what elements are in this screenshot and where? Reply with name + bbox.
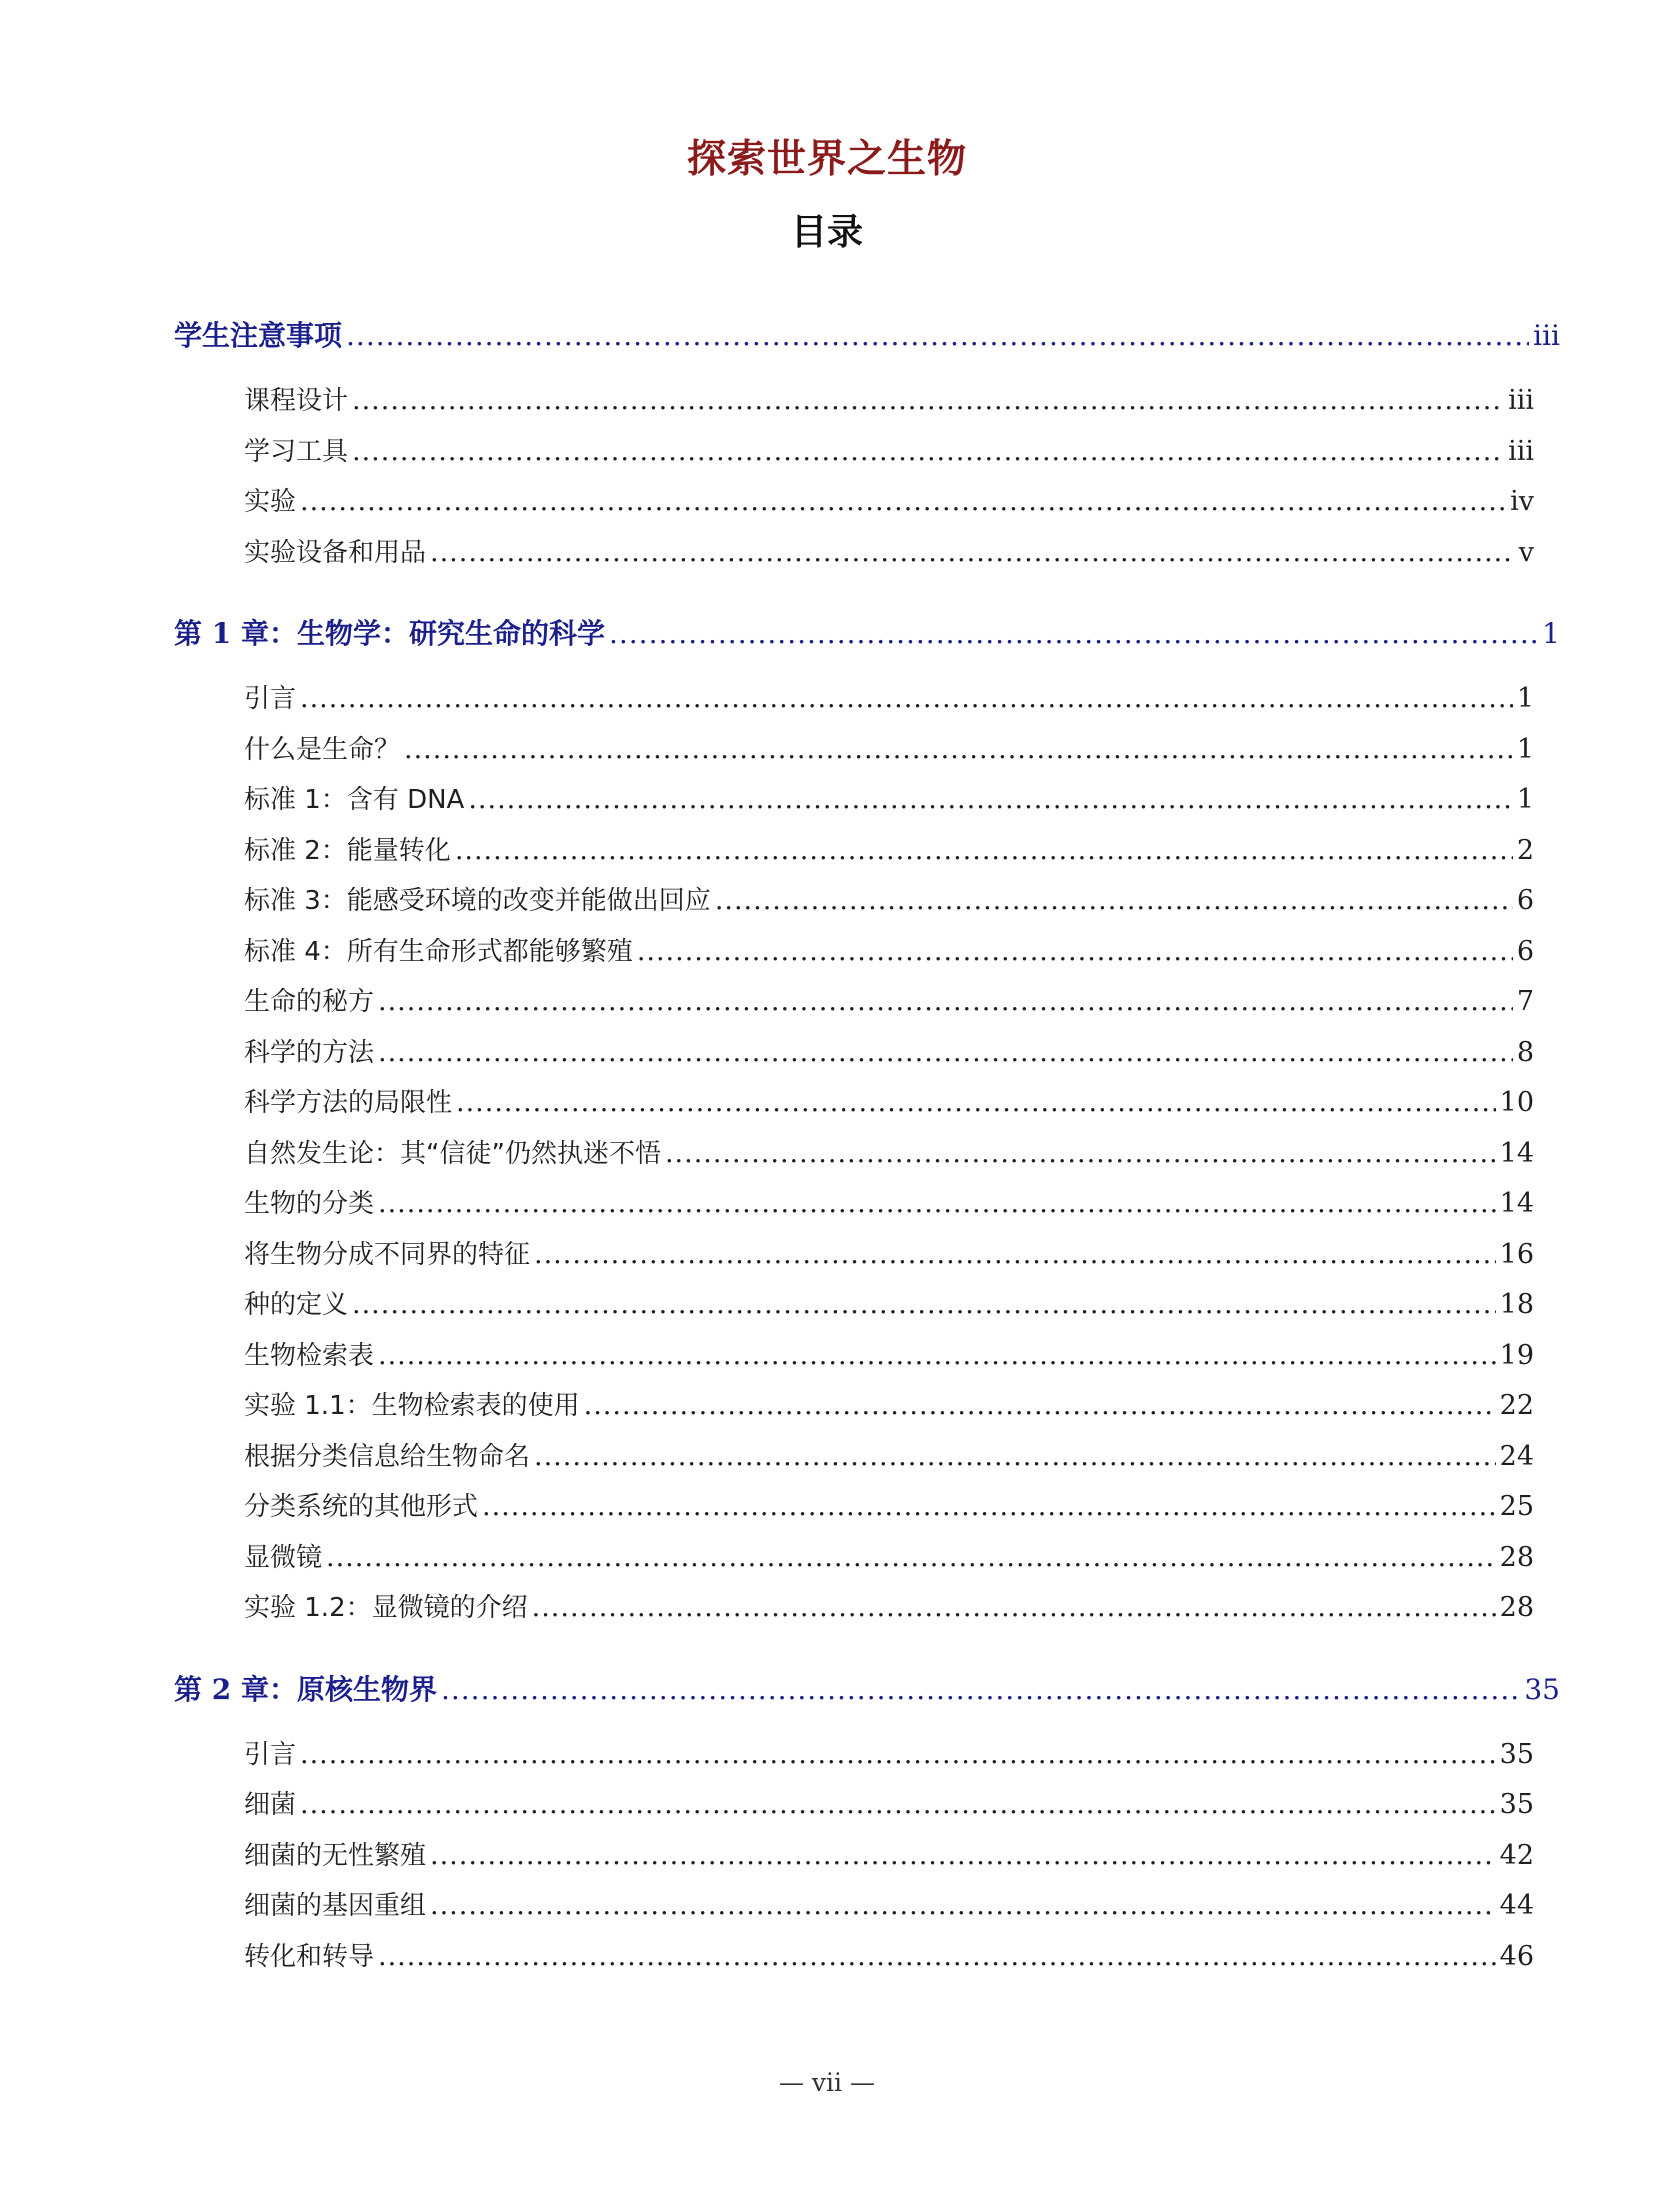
toc-entry-page: 35 — [1499, 1738, 1534, 1770]
leader-dots — [665, 1138, 1496, 1169]
toc-entry[interactable] — [244, 779, 1534, 830]
toc-entry-label: 科学方法的局限性 — [244, 1088, 453, 1118]
toc-entry-label: 生命的秘方 — [244, 987, 375, 1017]
toc-entry-page: 1 — [1516, 683, 1534, 714]
toc-chapter-entry[interactable] — [174, 612, 1560, 668]
toc-entry-page: 10 — [1499, 1087, 1534, 1118]
leader-dots — [534, 1239, 1496, 1270]
leader-dots — [404, 734, 1513, 765]
toc-entry-page: 16 — [1499, 1238, 1534, 1270]
toc-entry-page: 24 — [1499, 1440, 1534, 1472]
toc-entry-page: 25 — [1499, 1491, 1534, 1522]
toc-entry-page: 46 — [1499, 1940, 1534, 1972]
toc-entry-page: 28 — [1499, 1541, 1534, 1573]
toc-entry[interactable] — [244, 678, 1534, 729]
toc-section — [0, 314, 1654, 582]
toc-entry-label: 细菌的无性繁殖 — [244, 1840, 427, 1871]
toc-entry-page: iii — [1508, 385, 1534, 416]
leader-dots — [609, 617, 1538, 650]
leader-dots — [534, 1441, 1496, 1472]
leader-dots — [300, 683, 1513, 714]
leader-dots — [300, 1739, 1496, 1770]
toc-entry[interactable] — [244, 1436, 1534, 1487]
toc-entry-label: 什么是生命？ — [244, 734, 401, 765]
leader-dots — [352, 436, 1504, 467]
leader-dots — [346, 319, 1529, 352]
toc-entry[interactable] — [244, 1183, 1534, 1234]
table-of-contents — [0, 314, 1654, 2016]
toc-section — [0, 1668, 1654, 1987]
toc-entry-label: 标准 1：含有 DNA — [244, 785, 465, 815]
toc-entry[interactable] — [244, 1385, 1534, 1436]
toc-entry-page: 19 — [1499, 1339, 1534, 1371]
toc-entry[interactable] — [244, 532, 1534, 583]
leader-dots — [468, 784, 1512, 815]
toc-entry-label: 自然发生论：其“信徒”仍然执迷不悟 — [244, 1138, 661, 1169]
leader-dots — [378, 1188, 1496, 1219]
toc-entry-page: 1 — [1516, 784, 1534, 815]
toc-entry[interactable] — [244, 1032, 1534, 1083]
toc-entry[interactable] — [244, 1835, 1534, 1886]
toc-entry-page: 14 — [1499, 1188, 1534, 1219]
toc-entry-label: 学习工具 — [244, 436, 349, 467]
leader-dots — [456, 1087, 1496, 1118]
toc-entry-label: 标准 3：能感受环境的改变并能做出回应 — [244, 886, 711, 916]
toc-chapter-page: iii — [1533, 319, 1560, 352]
toc-entry[interactable] — [244, 1335, 1534, 1386]
toc-heading: 目录 — [790, 211, 863, 253]
leader-dots — [430, 1840, 1496, 1871]
toc-entry-label: 根据分类信息给生物命名 — [244, 1441, 531, 1472]
toc-entry-label: 分类系统的其他形式 — [244, 1492, 479, 1522]
toc-entry-label: 转化和转导 — [244, 1941, 375, 1972]
toc-entry[interactable] — [244, 481, 1534, 532]
toc-entry[interactable] — [244, 1885, 1534, 1936]
toc-entry[interactable] — [244, 431, 1534, 482]
toc-entry-page: 35 — [1499, 1789, 1534, 1820]
toc-entry-label: 实验设备和用品 — [244, 537, 427, 568]
leader-dots — [300, 486, 1506, 517]
toc-entry-page: 14 — [1499, 1137, 1534, 1169]
toc-entry-label: 科学的方法 — [244, 1037, 375, 1068]
toc-chapter-page: 1 — [1542, 617, 1560, 650]
toc-entry-page: 18 — [1499, 1289, 1534, 1320]
toc-entry-page: v — [1518, 536, 1534, 568]
toc-entry-page: 42 — [1499, 1839, 1534, 1871]
toc-entry-page: iii — [1508, 435, 1534, 467]
leader-dots — [455, 835, 1513, 866]
leader-dots — [352, 385, 1504, 416]
toc-entry-page: 7 — [1516, 986, 1534, 1017]
leader-dots — [378, 1037, 1513, 1068]
leader-dots — [300, 1789, 1496, 1820]
leader-dots — [378, 986, 1513, 1017]
toc-entry-page: 44 — [1499, 1890, 1534, 1921]
toc-entry-label: 细菌 — [244, 1790, 297, 1820]
page-number-footer: — vii — — [778, 2068, 875, 2097]
toc-entry-page: 22 — [1499, 1390, 1534, 1421]
leader-dots — [482, 1491, 1496, 1522]
leader-dots — [378, 1941, 1496, 1972]
toc-entry-label: 引言 — [244, 1739, 297, 1770]
toc-entry[interactable] — [244, 1537, 1534, 1588]
toc-entry-page: 6 — [1516, 885, 1534, 916]
toc-entry[interactable] — [244, 1284, 1534, 1335]
toc-entry[interactable] — [244, 981, 1534, 1032]
toc-subsection-list — [0, 380, 1654, 582]
toc-section — [0, 612, 1654, 1638]
toc-entry-page: 28 — [1499, 1592, 1534, 1623]
toc-entry[interactable] — [244, 1587, 1534, 1638]
toc-subsection-list — [0, 678, 1654, 1638]
toc-entry-page: iv — [1510, 486, 1534, 517]
toc-entry[interactable] — [244, 1784, 1534, 1835]
leader-dots — [378, 1340, 1496, 1371]
leader-dots — [584, 1390, 1496, 1421]
leader-dots — [430, 1890, 1496, 1921]
toc-entry[interactable] — [244, 1486, 1534, 1537]
toc-entry-page: 2 — [1516, 834, 1534, 866]
toc-chapter-label: 第 1 章：生物学：研究生命的科学 — [174, 617, 605, 650]
toc-entry-label: 生物检索表 — [244, 1340, 375, 1371]
toc-entry-label: 显微镜 — [244, 1542, 323, 1573]
toc-entry-label: 细菌的基因重组 — [244, 1891, 427, 1921]
toc-entry[interactable] — [244, 880, 1534, 931]
toc-chapter-label: 学生注意事项 — [174, 319, 343, 352]
toc-entry[interactable] — [244, 1234, 1534, 1285]
leader-dots — [637, 936, 1513, 967]
toc-entry-page: 8 — [1516, 1036, 1534, 1068]
toc-entry[interactable] — [244, 1936, 1534, 1987]
toc-entry[interactable] — [244, 1734, 1534, 1785]
toc-entry[interactable] — [244, 380, 1534, 431]
leader-dots — [441, 1673, 1520, 1706]
toc-entry-page: 6 — [1516, 935, 1534, 967]
book-title: 探索世界之生物 — [686, 136, 967, 182]
leader-dots — [532, 1592, 1496, 1623]
toc-entry-label: 实验 1.1：生物检索表的使用 — [244, 1391, 580, 1421]
toc-entry-label: 实验 1.2：显微镜的介绍 — [244, 1593, 528, 1623]
toc-subsection-list — [0, 1734, 1654, 1987]
toc-chapter-entry[interactable] — [174, 314, 1560, 370]
leader-dots — [326, 1542, 1496, 1573]
toc-entry-label: 生物的分类 — [244, 1189, 375, 1219]
toc-entry-label: 标准 4：所有生命形式都能够繁殖 — [244, 936, 633, 967]
toc-chapter-page: 35 — [1524, 1672, 1560, 1706]
leader-dots — [430, 537, 1515, 568]
toc-entry-label: 课程设计 — [244, 386, 349, 416]
toc-entry[interactable] — [244, 931, 1534, 982]
toc-entry-label: 种的定义 — [244, 1290, 349, 1320]
leader-dots — [352, 1289, 1496, 1320]
toc-entry-label: 将生物分成不同界的特征 — [244, 1239, 531, 1270]
toc-chapter-label: 第 2 章：原核生物界 — [174, 1672, 437, 1706]
leader-dots — [715, 885, 1513, 916]
toc-entry-page: 1 — [1516, 733, 1534, 765]
toc-entry[interactable] — [244, 1082, 1534, 1133]
toc-entry[interactable] — [244, 830, 1534, 881]
toc-entry-label: 引言 — [244, 684, 297, 714]
toc-entry-label: 标准 2：能量转化 — [244, 835, 451, 866]
toc-entry-label: 实验 — [244, 487, 297, 517]
toc-chapter-entry[interactable] — [174, 1668, 1560, 1724]
toc-entry[interactable] — [244, 729, 1534, 780]
toc-entry[interactable] — [244, 1133, 1534, 1184]
